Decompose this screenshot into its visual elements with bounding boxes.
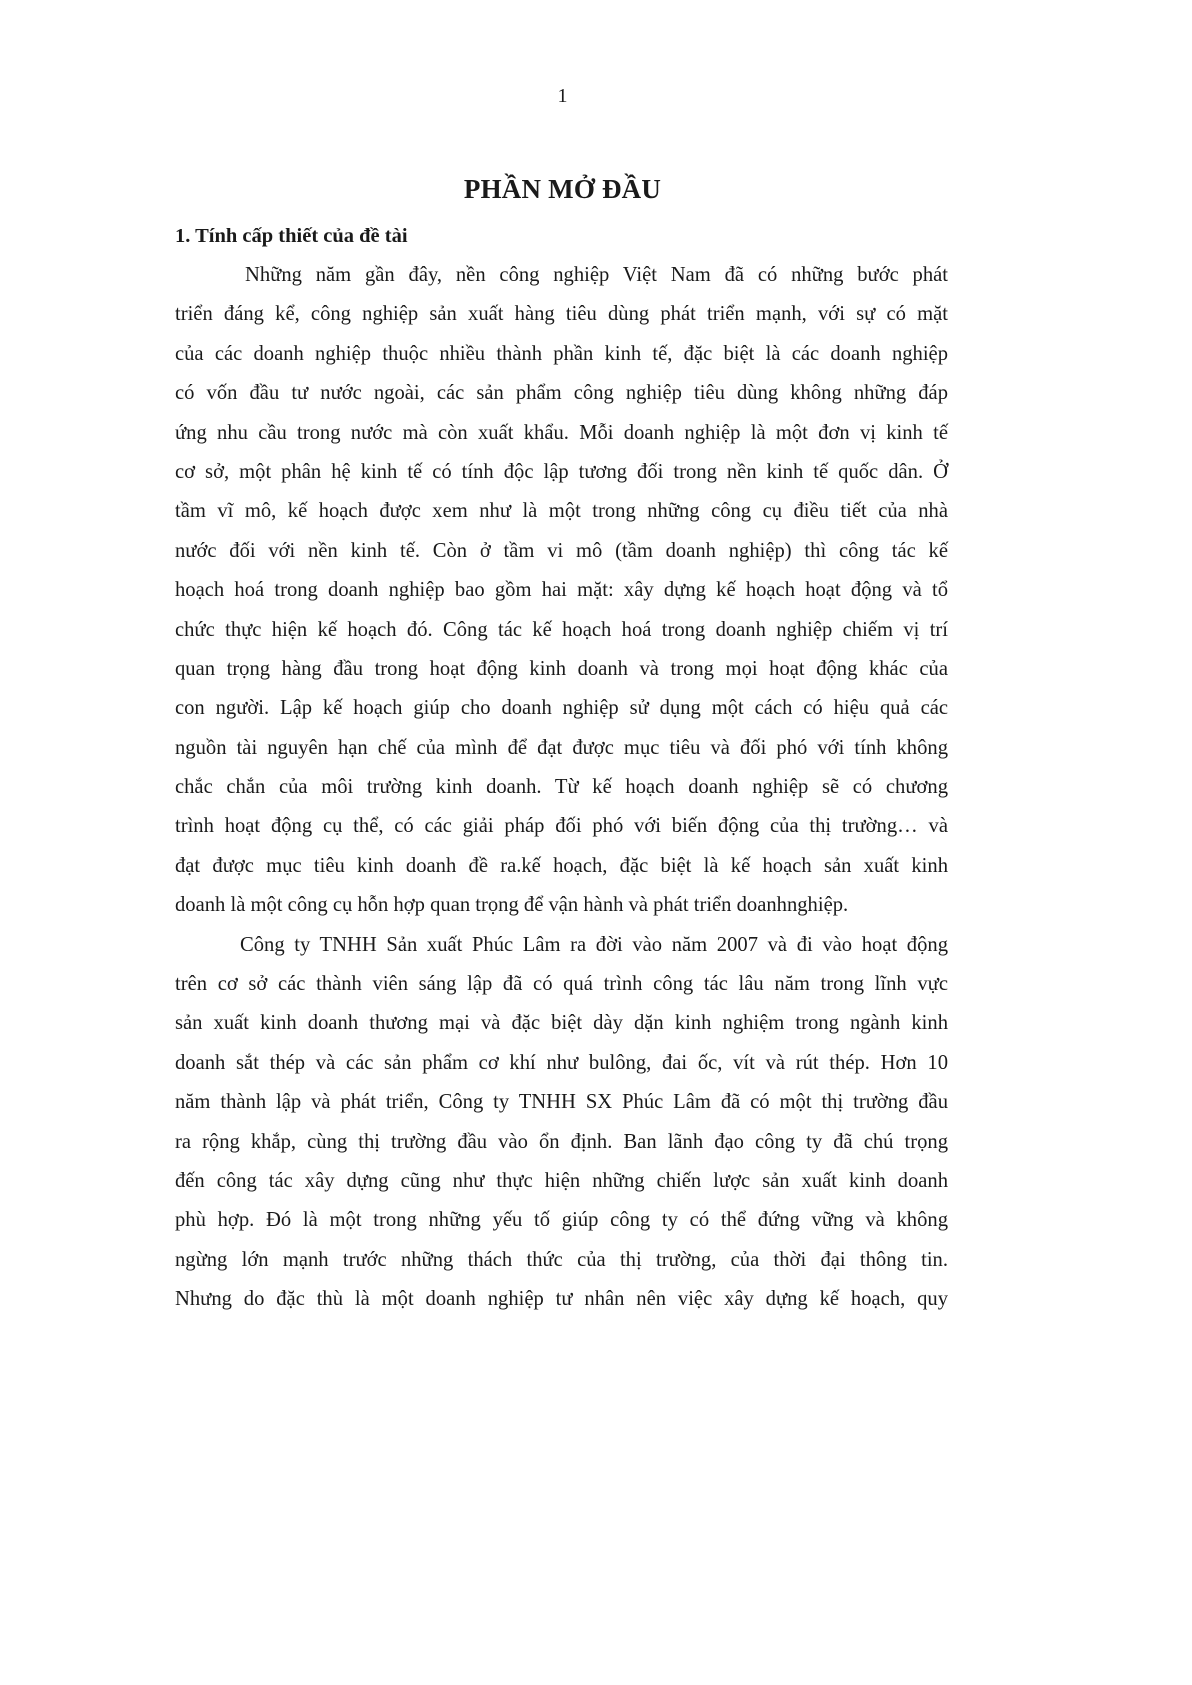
text-line: Nhưng do đặc thù là một doanh nghiệp tư nhân nên việc xây dựng kế hoạch, quy (175, 1288, 948, 1311)
text-line: Những năm gần đây, nền công nghiệp Việt Nam đã có những bước phát (245, 264, 948, 286)
text-line: doanh sắt thép và các sản phẩm cơ khí như bulông, đai ốc, vít và rút thép. Hơn 10 (175, 1051, 948, 1074)
paragraph-2 (175, 926, 948, 1320)
page-number: 1 (557, 85, 568, 107)
text-line: trên cơ sở các thành viên sáng lập đã có quá trình công tác lâu năm trong lĩnh vực (175, 973, 948, 996)
text-line: hoạch hoá trong doanh nghiệp bao gồm hai mặt: xây dựng kế hoạch hoạt động và tổ (175, 579, 948, 602)
text-line: quan trọng hàng đầu trong hoạt động kinh doanh và trong mọi hoạt động khác của (175, 657, 948, 680)
text-line: phù hợp. Đó là một trong những yếu tố giúp công ty có thể đứng vững và không (175, 1209, 948, 1232)
text-line: sản xuất kinh doanh thương mại và đặc biệt dày dặn kinh nghiệm trong ngành kinh (175, 1012, 948, 1035)
text-line: có vốn đầu tư nước ngoài, các sản phẩm công nghiệp tiêu dùng không những đáp (175, 382, 948, 405)
text-line: ngừng lớn mạnh trước những thách thức của thị trường, của thời đại thông tin. (175, 1248, 948, 1271)
text-line: cơ sở, một phân hệ kinh tế có tính độc lập tương đối trong nền kinh tế quốc dân. Ở (175, 460, 948, 483)
text-line: con người. Lập kế hoạch giúp cho doanh nghiệp sử dụng một cách có hiệu quả các (175, 697, 948, 720)
text-line: của các doanh nghiệp thuộc nhiều thành phần kinh tế, đặc biệt là các doanh nghiệp (175, 342, 948, 365)
text-line: doanh là một công cụ hỗn hợp quan trọng để vận hành và phát triển doanhnghiệp. (175, 894, 849, 917)
text-line: đạt được mục tiêu kinh doanh đề ra.kế hoạch, đặc biệt là kế hoạch sản xuất kinh (175, 854, 948, 877)
paragraph-1 (175, 256, 948, 926)
text-line: ứng nhu cầu trong nước mà còn xuất khẩu. Mỗi doanh nghiệp là một đơn vị kinh tế (175, 421, 948, 444)
text-line: đến công tác xây dựng cũng như thực hiện những chiến lược sản xuất kinh doanh (175, 1169, 948, 1192)
text-line: chức thực hiện kế hoạch đó. Công tác kế hoạch hoá trong doanh nghiệp chiếm vị trí (175, 618, 948, 641)
page-heading: PHẦN MỞ ĐẦU (463, 174, 662, 204)
text-line: nước đối với nền kinh tế. Còn ở tầm vi mô (tầm doanh nghiệp) thì công tác kế (175, 539, 948, 562)
text-line: triển đáng kể, công nghiệp sản xuất hàng tiêu dùng phát triển mạnh, với sự có mặt (175, 303, 948, 326)
text-line: ra rộng khắp, cùng thị trường đầu vào ổn định. Ban lãnh đạo công ty đã chú trọng (175, 1130, 948, 1153)
body-text (175, 256, 948, 1320)
text-line: trình hoạt động cụ thể, có các giải pháp đối phó với biến động của thị trường… và (175, 815, 948, 838)
section-heading: 1. Tính cấp thiết của đề tài (175, 225, 408, 247)
text-line: năm thành lập và phát triển, Công ty TNHH SX Phúc Lâm đã có một thị trường đầu (175, 1091, 948, 1114)
text-line: Công ty TNHH Sản xuất Phúc Lâm ra đời vào năm 2007 và đi vào hoạt động (240, 933, 948, 956)
text-line: tầm vĩ mô, kế hoạch được xem như là một trong những công cụ điều tiết của nhà (175, 500, 948, 523)
text-line: nguồn tài nguyên hạn chế của mình để đạt được mục tiêu và đối phó với tính không (175, 736, 948, 759)
text-line: chắc chắn của môi trường kinh doanh. Từ kế hoạch doanh nghiệp sẽ có chương (175, 776, 948, 799)
